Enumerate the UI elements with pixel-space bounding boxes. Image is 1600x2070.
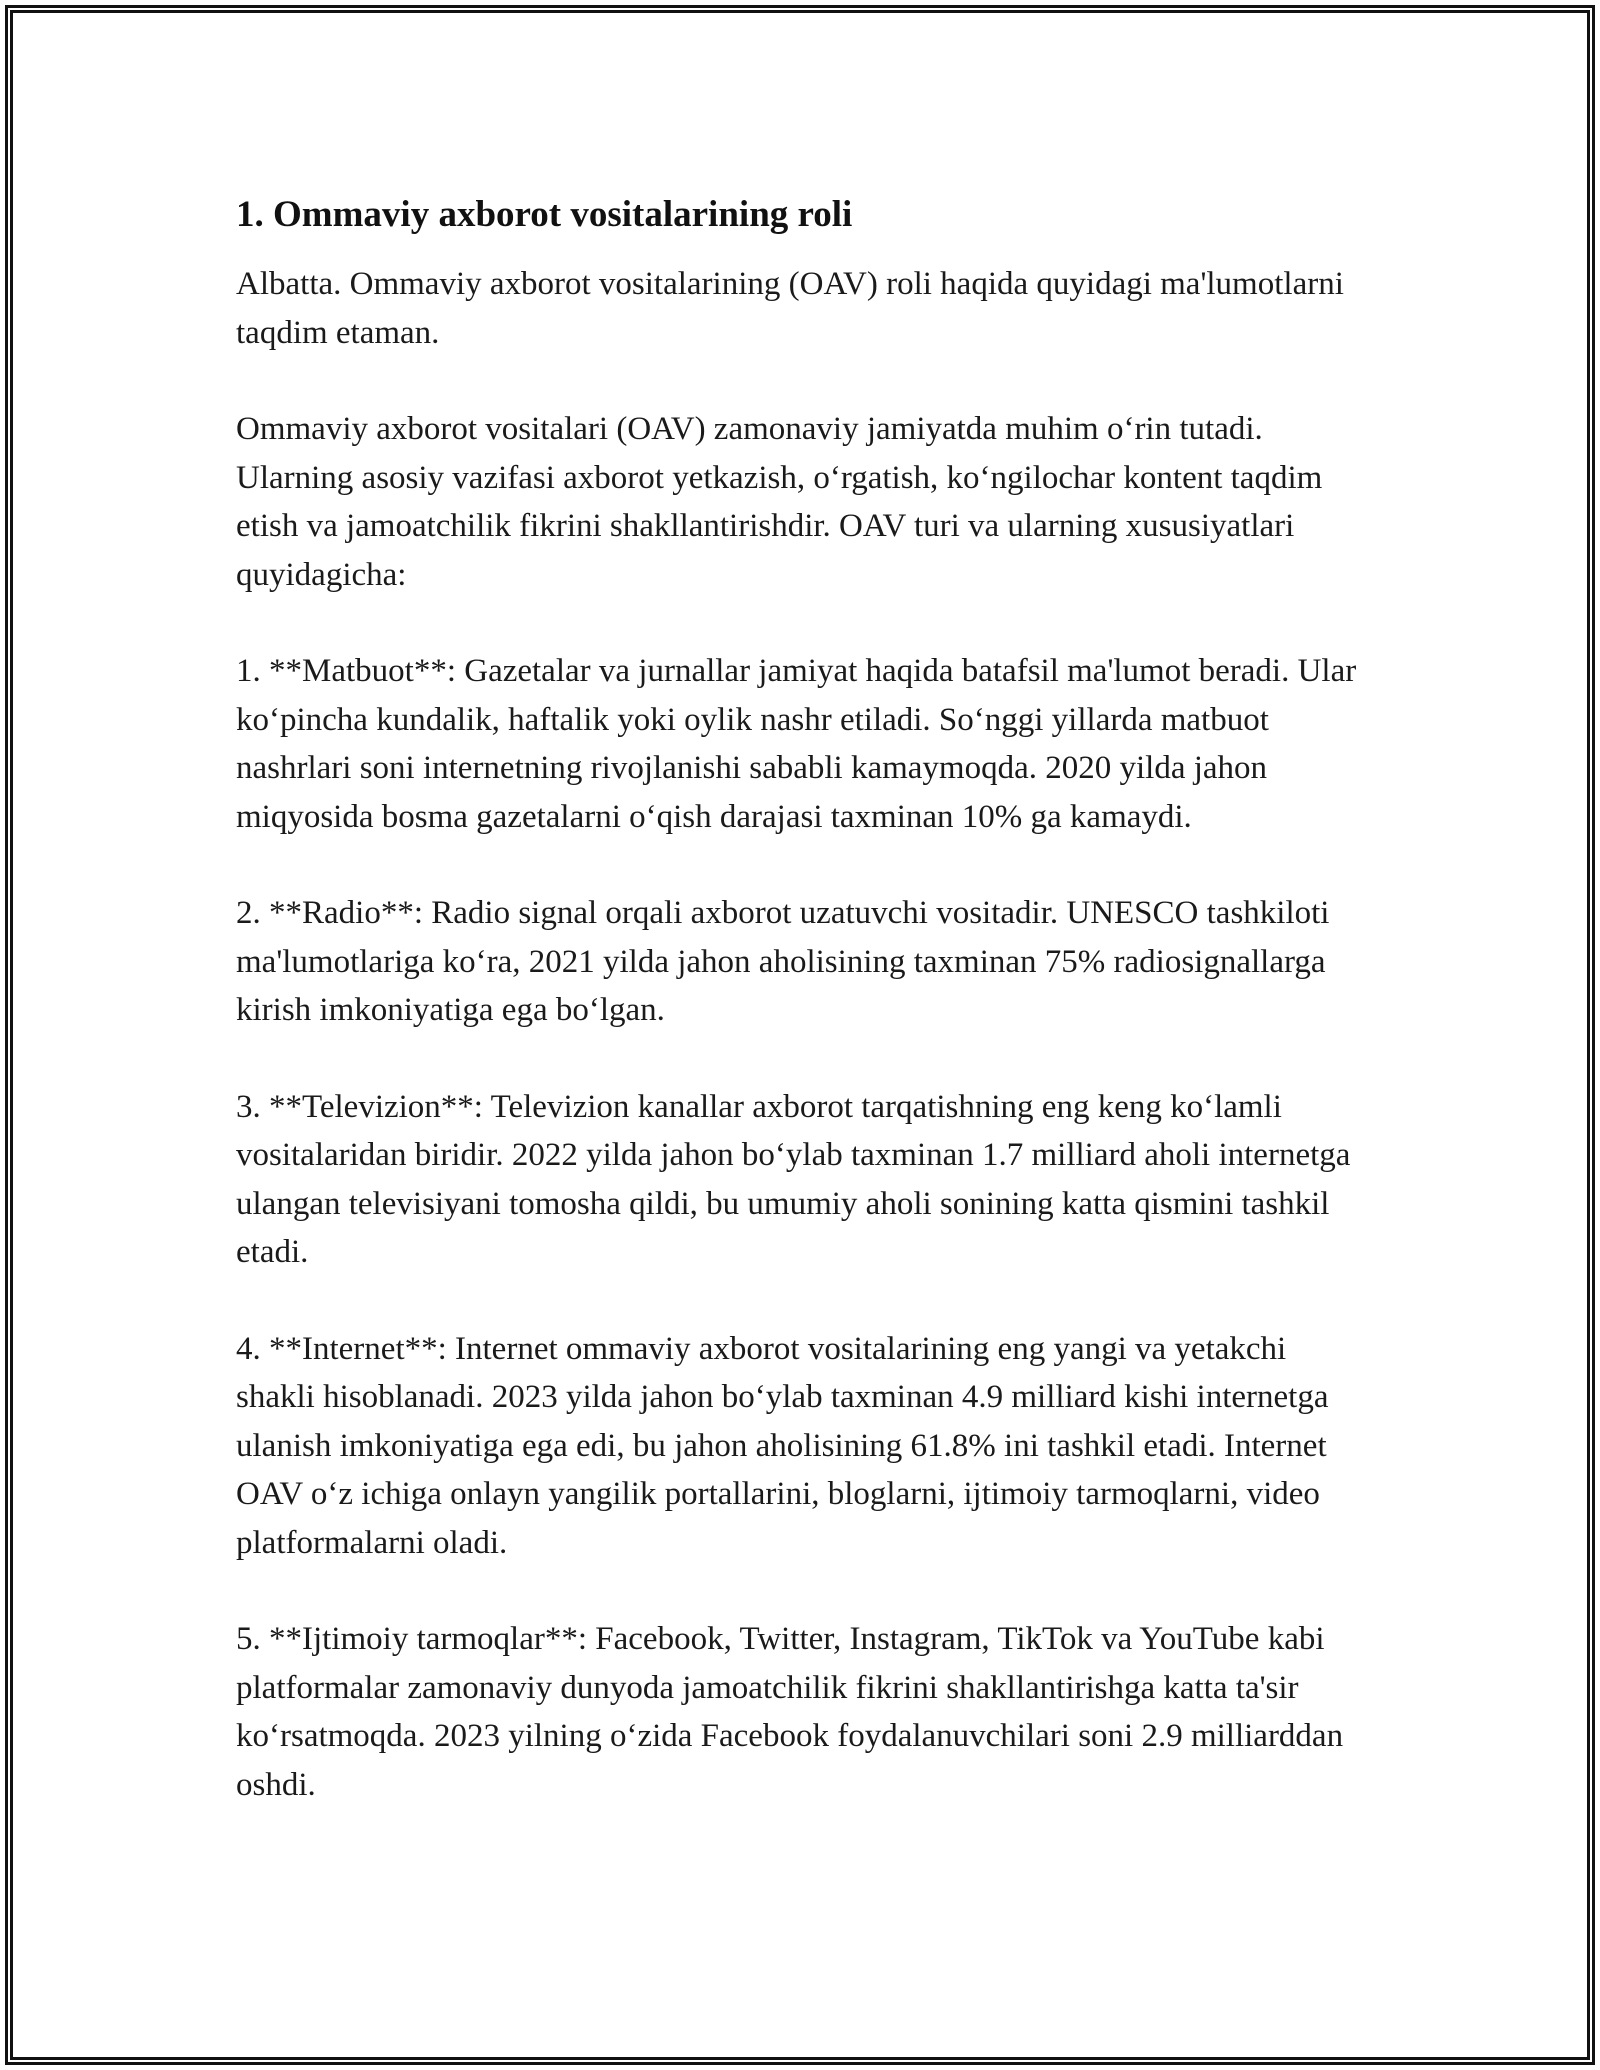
paragraph-televizion: 3. **Televizion**: Televizion kanallar axborot tarqatishning eng keng ko‘lamli vositalaridan biridir. 2022 yilda jahon bo‘ylab taxminan 1.7 milliard aholi internetga ulangan televisiyani tomosha qildi, bu umumiy aholi sonining katta qismini tashkil etadi. (236, 1088, 1351, 1270)
paragraph-radio: 2. **Radio**: Radio signal orqali axborot uzatuvchi vositadir. UNESCO tashkiloti ma'lumotlariga ko‘ra, 2021 yilda jahon aholisining taxminan 75% radiosignallarga kirish imkoniyatiga ega bo‘lgan. (236, 895, 1330, 1028)
document-title: 1. Ommaviy axborot vositalarining roli (236, 194, 853, 235)
paragraph-ijtimoiy-tarmoqlar: 5. **Ijtimoiy tarmoqlar**: Facebook, Twitter, Instagram, TikTok va YouTube kabi platformalar zamonaviy dunyoda jamoatchilik fikrini shakllantirishga katta ta'sir ko‘rsatmoqda. 2023 yilning o‘zida Facebook foydalanuvchilari soni 2.9 milliarddan oshdi. (236, 1621, 1344, 1803)
document-body (236, 190, 1366, 1857)
paragraph-internet: 4. **Internet**: Internet ommaviy axborot vositalarining eng yangi va yetakchi shakli hisoblanadi. 2023 yilda jahon bo‘ylab taxminan 4.9 milliard kishi internetga ulanish imkoniyatiga ega edi, bu jahon aholisining 61.8% ini tashkil etadi. Internet OAV o‘z ichiga onlayn yangilik portallarini, bloglarni, ijtimoiy tarmoqlarni, video platformalarni oladi. (236, 1330, 1329, 1561)
paragraph-matbuot: 1. **Matbuot**: Gazetalar va jurnallar jamiyat haqida batafsil ma'lumot beradi. Ular ko‘pincha kundalik, haftalik yoki oylik nashr etiladi. So‘nggi yillarda matbuot nashrlari soni internetning rivojlanishi sababli kamaymoqda. 2020 yilda jahon miqyosida bosma gazetalarni o‘qish darajasi taxminan 10% ga kamaydi. (236, 653, 1357, 835)
paragraph-overview: Ommaviy axborot vositalari (OAV) zamonaviy jamiyatda muhim o‘rin tutadi. Ularning asosiy vazifasi axborot yetkazish, o‘rgatish, ko‘ngilochar kontent taqdim etish va jamoatchilik fikrini shakllantirishdir. OAV turi va ularning xususiyatlari quyidagicha: (236, 411, 1323, 593)
paragraph-intro: Albatta. Ommaviy axborot vositalarining (OAV) roli haqida quyidagi ma'lumotlarni taqdim etaman. (236, 266, 1344, 351)
